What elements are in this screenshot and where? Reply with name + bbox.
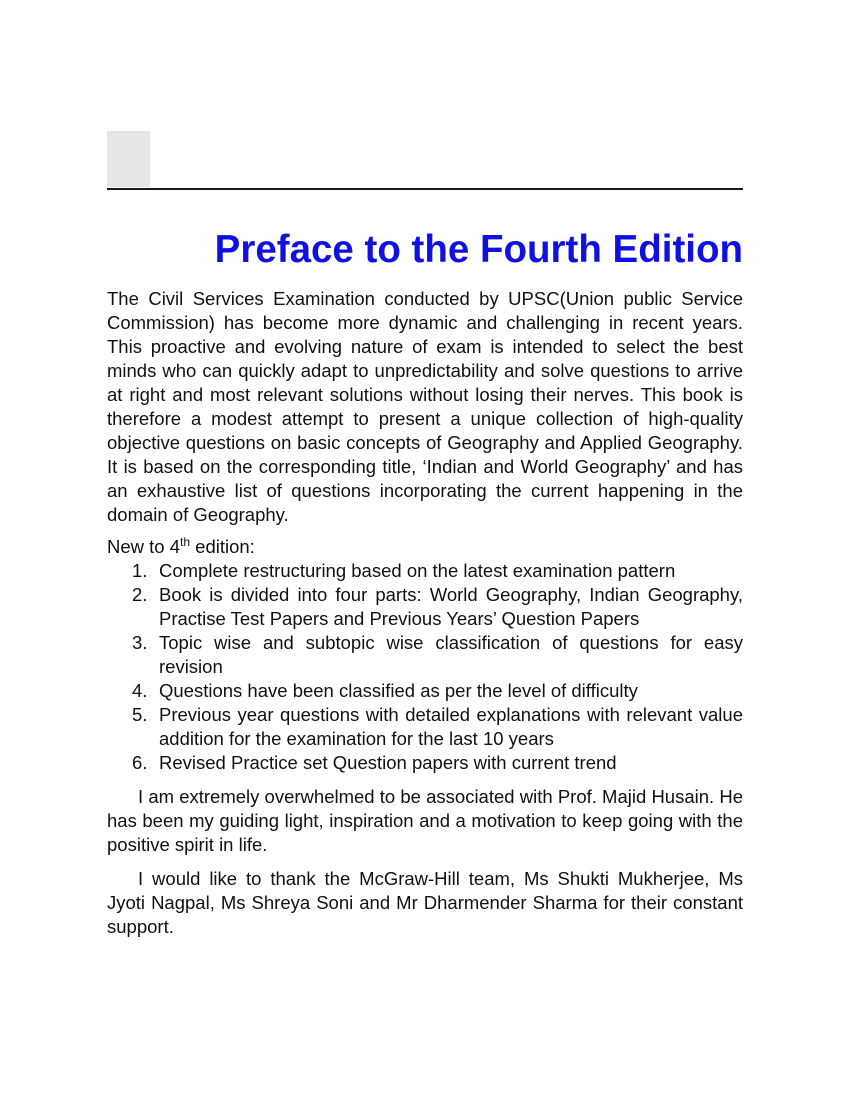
new-edition-heading-prefix: New to 4	[107, 536, 181, 557]
acknowledgement-paragraph-1: I am extremely overwhelmed to be associated with Prof. Majid Husain. He has been my guiding light, inspiration and a motivation to keep going with the positive spirit in life.	[107, 786, 743, 855]
new-edition-heading-suffix: edition:	[190, 536, 255, 557]
list-item	[107, 703, 743, 751]
page-title: Preface to the Fourth Edition	[214, 228, 743, 271]
new-edition-heading	[107, 535, 743, 559]
list-item-text: Previous year questions with detailed explanations with relevant value addition for the examination for the last 10 years	[159, 704, 743, 749]
list-item	[107, 631, 743, 679]
list-item-text: Questions have been classified as per the level of difficulty	[159, 680, 638, 701]
list-item-text: Revised Practice set Question papers with current trend	[159, 752, 617, 773]
list-item-number: 4.	[132, 680, 148, 701]
list-item	[107, 583, 743, 631]
list-item	[107, 559, 743, 583]
list-item-number: 6.	[132, 752, 148, 773]
list-item-number: 2.	[132, 584, 148, 605]
list-item	[107, 679, 743, 703]
list-item-number: 3.	[132, 632, 148, 653]
new-edition-heading-sup: th	[180, 535, 191, 549]
chapter-marker-block	[107, 131, 150, 187]
list-item-text: Book is divided into four parts: World Geography, Indian Geography, Practise Test Papers and Previous Years’ Question Papers	[159, 584, 743, 629]
list-item-number: 1.	[132, 560, 148, 581]
intro-paragraph: The Civil Services Examination conducted by UPSC(Union public Service Commission) has become more dynamic and challenging in recent years. This proactive and evolving nature of exam is intended to select the best minds who can quickly adapt to unpredictability and solve questions to arrive at right and most relevant solutions without losing their nerves. This book is therefore a modest attempt to present a unique collection of high-quality objective questions on basic concepts of Geography and Applied Geography. It is based on the corresponding title, ‘Indian and World Geography’ and has an exhaustive list of questions incorporating the current happening in the domain of Geography.	[107, 288, 743, 525]
acknowledgement-paragraph-2: I would like to thank the McGraw-Hill team, Ms Shukti Mukherjee, Ms Jyoti Nagpal, Ms Shreya Soni and Mr Dharmender Sharma for their constant support.	[107, 868, 743, 937]
list-item-number: 5.	[132, 704, 148, 725]
preface-body	[107, 287, 743, 939]
list-item	[107, 751, 743, 775]
list-item-text: Topic wise and subtopic wise classification of questions for easy revision	[159, 632, 743, 677]
list-item-text: Complete restructuring based on the latest examination pattern	[159, 560, 676, 581]
header-rule	[107, 188, 743, 190]
new-edition-list	[107, 559, 743, 775]
